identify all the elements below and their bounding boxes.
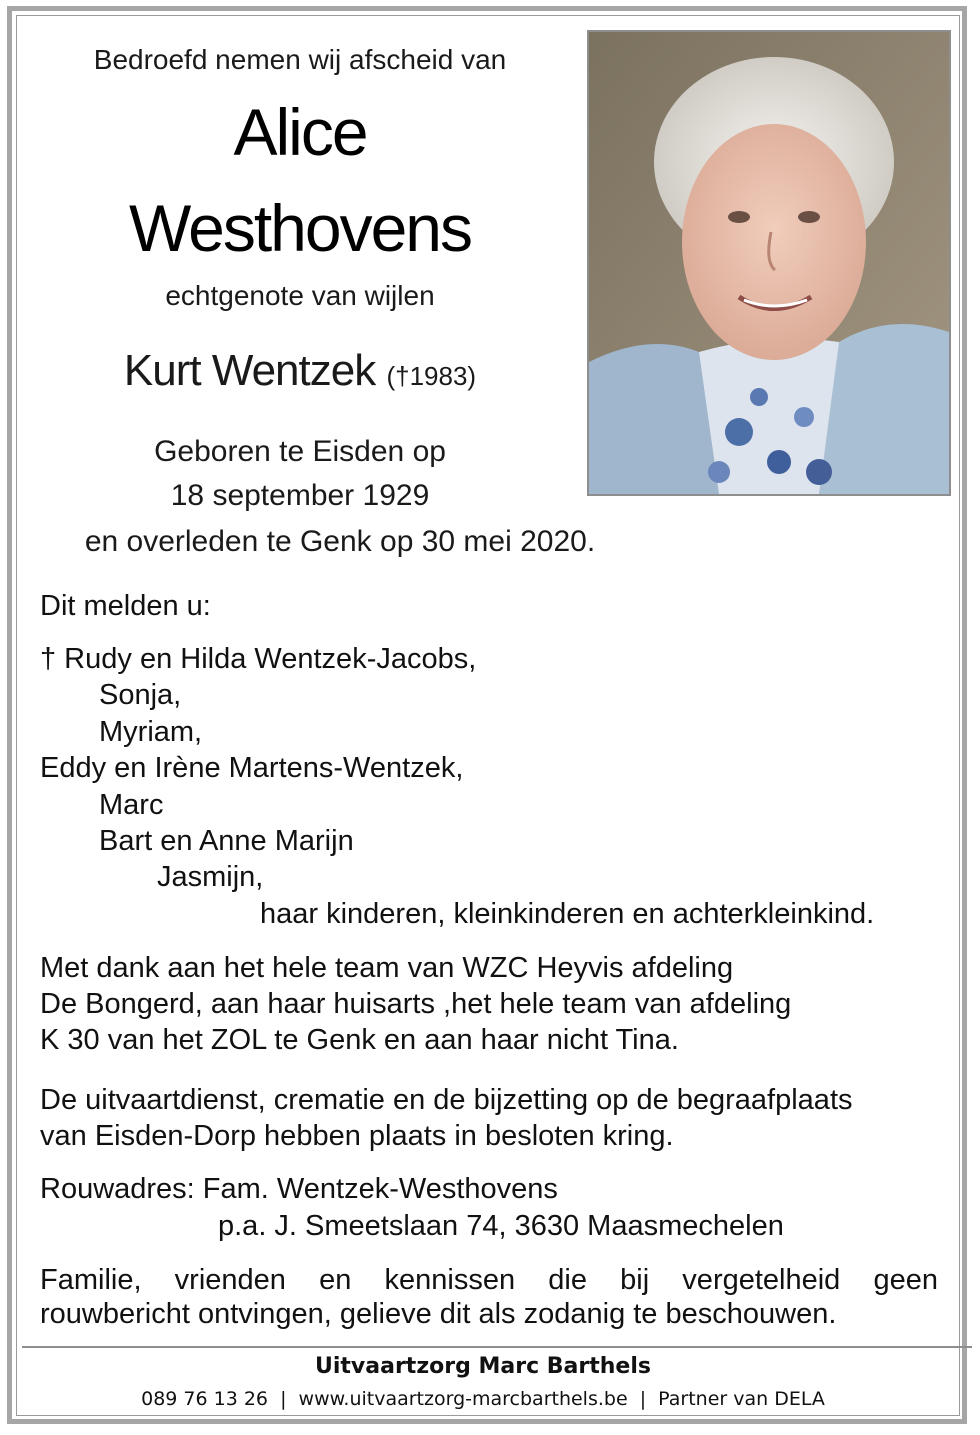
footer-divider (22, 1346, 972, 1348)
footer-separator: | (280, 1388, 287, 1410)
notice-intro: Dit melden u: (40, 590, 211, 622)
address-line-2: p.a. J. Smeetslaan 74, 3630 Maasmechelen (218, 1210, 784, 1242)
service-line-2: van Eisden-Dorp hebben plaats in besloten kring. (40, 1120, 674, 1152)
family-line-6: Bart en Anne Marijn (99, 825, 354, 857)
birth-date-line: 18 september 1929 (170, 479, 430, 512)
thanks-line-3: K 30 van het ZOL te Genk en aan haar nicht Tina. (40, 1024, 679, 1056)
footer-website-link[interactable]: www.uitvaartzorg-marcbarthels.be (298, 1388, 628, 1410)
birth-place-line: Geboren te Eisden op (154, 435, 446, 468)
footer-partner: Partner van DELA (658, 1388, 825, 1410)
intro-text: Bedroefd nemen wij afscheid van (93, 44, 507, 75)
death-line: en overleden te Genk op 30 mei 2020. (84, 525, 596, 558)
family-line-4: Eddy en Irène Martens-Wentzek, (40, 752, 464, 784)
deceased-last-name: Westhovens (129, 191, 471, 265)
closing-line-1: Familie, vrienden en kennissen die bij vergetelheid geen (40, 1264, 938, 1296)
footer-contact (0, 1388, 966, 1410)
relation-text: echtgenote van wijlen (165, 280, 435, 311)
spouse-line (40, 346, 560, 396)
closing-line-2: rouwbericht ontvingen, gelieve dit als zodanig te beschouwen. (40, 1298, 837, 1330)
portrait-photo (587, 30, 951, 496)
deceased-first-name: Alice (233, 95, 367, 169)
footer-phone: 089 76 13 26 (141, 1388, 269, 1410)
family-line-1: † Rudy en Hilda Wentzek-Jacobs, (40, 643, 477, 675)
family-line-8: haar kinderen, kleinkinderen en achterkleinkind. (260, 898, 875, 930)
family-line-7: Jasmijn, (157, 861, 264, 893)
family-line-3: Myriam, (99, 716, 203, 748)
funeral-home-name: Uitvaartzorg Marc Barthels (315, 1354, 651, 1379)
footer-separator: | (639, 1388, 647, 1410)
thanks-line-2: De Bongerd, aan haar huisarts ,het hele team van afdeling (40, 988, 792, 1020)
thanks-line-1: Met dank aan het hele team van WZC Heyvis afdeling (40, 952, 734, 984)
portrait-illustration (589, 32, 949, 494)
family-line-2: Sonja, (99, 679, 182, 711)
spouse-death-year: (†1983) (386, 361, 477, 391)
spouse-name: Kurt Wentzek (123, 346, 376, 395)
address-line-1: Rouwadres: Fam. Wentzek-Westhovens (40, 1173, 558, 1205)
family-line-5: Marc (99, 789, 164, 821)
service-line-1: De uitvaartdienst, crematie en de bijzetting op de begraafplaats (40, 1084, 853, 1116)
